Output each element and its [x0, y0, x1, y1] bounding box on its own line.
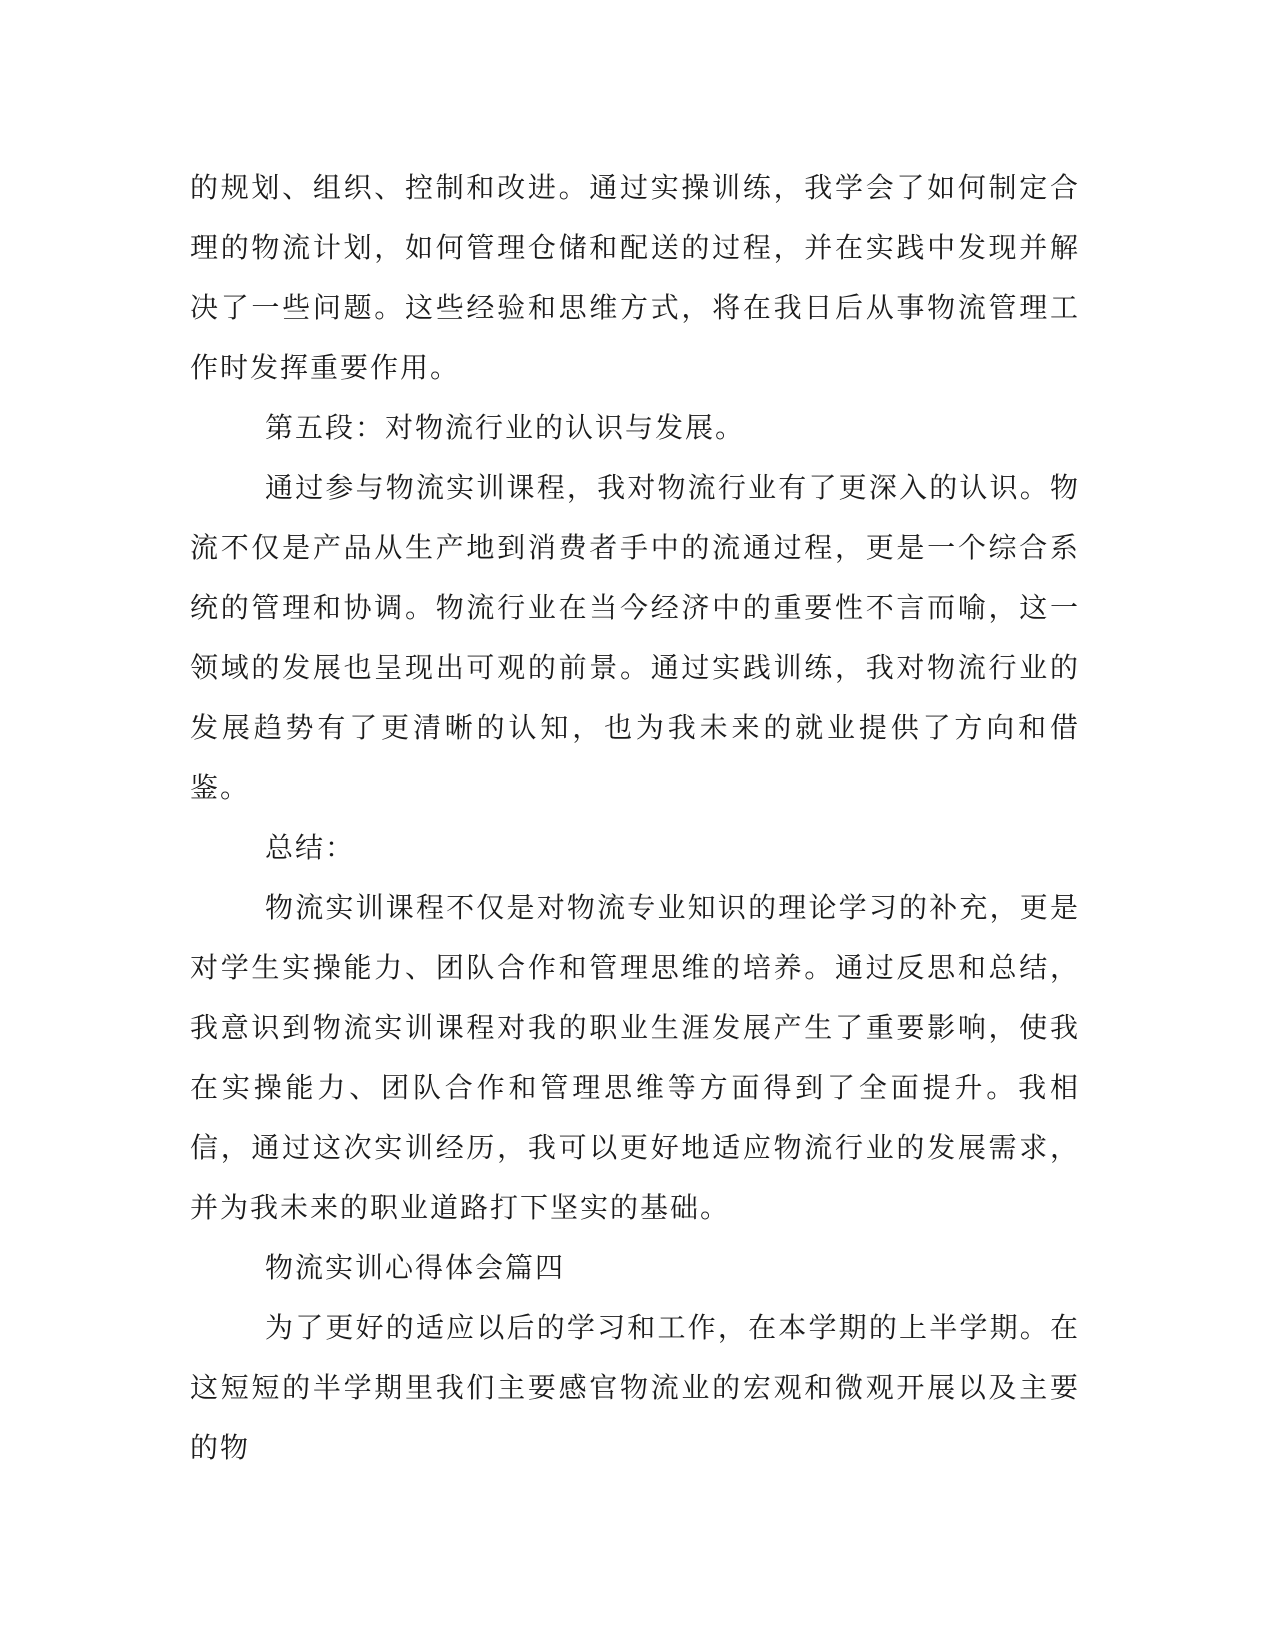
paragraph-part-four-intro: 为了更好的适应以后的学习和工作，在本学期的上半学期。在这短短的半学期里我们主要感官物流业的宏观和微观开展以及主要的物: [190, 1311, 1080, 1464]
article-title-part-four: 物流实训心得体会篇四: [265, 1251, 566, 1284]
paragraph-continued: 的规划、组织、控制和改进。通过实操训练，我学会了如何制定合理的物流计划，如何管理仓储和配送的过程，并在实践中发现并解决了一些问题。这些经验和思维方式，将在我日后从事物流管理工作时发挥重要作用。: [190, 171, 1080, 384]
paragraph-summary: 物流实训课程不仅是对物流专业知识的理论学习的补充，更是对学生实操能力、团队合作和管理思维的培养。通过反思和总结，我意识到物流实训课程对我的职业生涯发展产生了重要影响，使我在实操能力、团队合作和管理思维等方面得到了全面提升。我相信，通过这次实训经历，我可以更好地适应物流行业的发展需求，并为我未来的职业道路打下坚实的基础。: [190, 891, 1080, 1224]
section-heading-five: 第五段：对物流行业的认识与发展。: [265, 411, 746, 444]
document-body: [190, 158, 1080, 1478]
summary-heading: 总结：: [265, 831, 356, 864]
paragraph-industry-understanding: 通过参与物流实训课程，我对物流行业有了更深入的认识。物流不仅是产品从生产地到消费者手中的流通过程，更是一个综合系统的管理和协调。物流行业在当今经济中的重要性不言而喻，这一领域的发展也呈现出可观的前景。通过实践训练，我对物流行业的发展趋势有了更清晰的认知，也为我未来的就业提供了方向和借鉴。: [190, 471, 1080, 804]
